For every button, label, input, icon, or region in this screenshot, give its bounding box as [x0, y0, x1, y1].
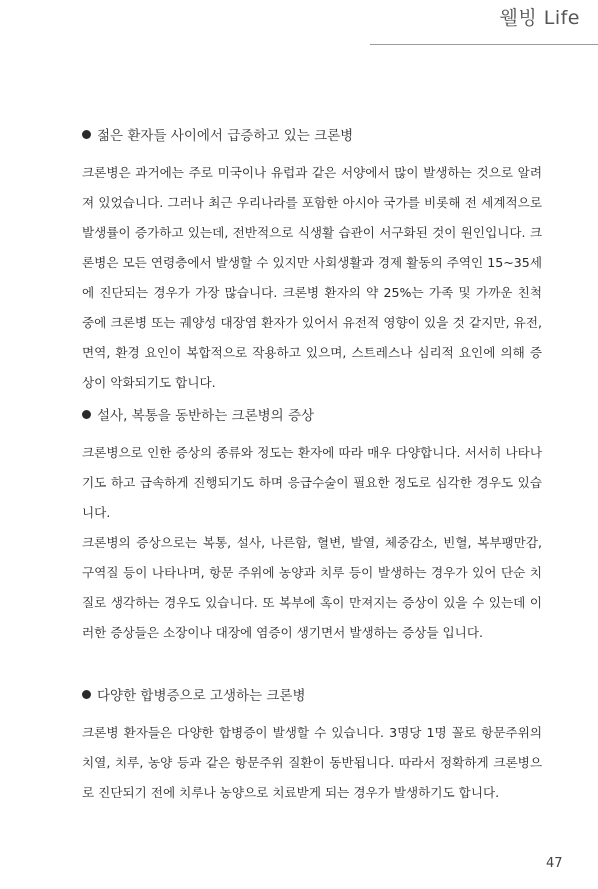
section-3 — [82, 684, 542, 808]
section-1 — [82, 124, 542, 398]
paragraph: 크론병의 증상으로는 복통, 설사, 나른함, 혈변, 발열, 체중감소, 빈혈, 복부팽만감, 구역질 등이 나타나며, 항문 주위에 농양과 치루 등이 발생하는 경우가 있어 단순 치질로 생각하는 경우도 있습니다. 또 복부에 혹이 만져지는 증상이 있을 수 있는데 이러한 증상들은 소장이나 대장에 염증이 생기면서 발생하는 증상들 입니다. — [82, 535, 542, 640]
running-header — [500, 6, 581, 30]
bullet-icon — [82, 690, 91, 699]
header-rule — [370, 44, 598, 45]
section-2 — [82, 404, 542, 648]
section-body — [82, 438, 542, 648]
header-title: 웰빙 Life — [499, 7, 580, 29]
section-heading — [82, 404, 542, 424]
section-heading-text: 젊은 환자들 사이에서 급증하고 있는 크론병 — [97, 128, 354, 144]
section-heading — [82, 684, 542, 704]
paragraph: 크론병으로 인한 증상의 종류와 정도는 환자에 따라 매우 다양합니다. 서서히 나타나기도 하고 급속하게 진행되기도 하며 응급수술이 필요한 정도로 심각한 경우도 있습니다. — [82, 445, 542, 520]
section-heading-text: 설사, 복통을 동반하는 크론병의 증상 — [97, 408, 315, 424]
bullet-icon — [82, 130, 91, 139]
section-heading-text: 다양한 합병증으로 고생하는 크론병 — [97, 688, 306, 704]
section-body — [82, 718, 542, 808]
section-body — [82, 158, 542, 398]
paragraph: 크론병 환자들은 다양한 합병증이 발생할 수 있습니다. 3명당 1명 꼴로 항문주위의 치열, 치루, 농양 등과 같은 항문주위 질환이 동반됩니다. 따라서 정확하게 크론병으로 진단되기 전에 치루나 농양으로 치료받게 되는 경우가 발생하기도 합니다. — [82, 725, 542, 800]
paragraph: 크론병은 과거에는 주로 미국이나 유럽과 같은 서양에서 많이 발생하는 것으로 알려져 있었습니다. 그러나 최근 우리나라를 포함한 아시아 국가를 비롯해 전 세계적으로 발생률이 증가하고 있는데, 전반적으로 식생활 습관이 서구화된 것이 원인입니다. 크론병은 모든 연령층에서 발생할 수 있지만 사회생활과 경제 활동의 주역인 15~35세에 진단되는 경우가 가장 많습니다. 크론병 환자의 약 25%는 가족 및 가까운 친척 중에 크론병 또는 궤양성 대장염 환자가 있어서 유전적 영향이 있을 것 같지만, 유전, 면역, 환경 요인이 복합적으로 작용하고 있으며, 스트레스나 심리적 요인에 의해 증상이 악화되기도 합니다. — [82, 165, 542, 390]
bullet-icon — [82, 410, 91, 419]
page-number: 47 — [546, 856, 563, 871]
section-heading — [82, 124, 542, 144]
